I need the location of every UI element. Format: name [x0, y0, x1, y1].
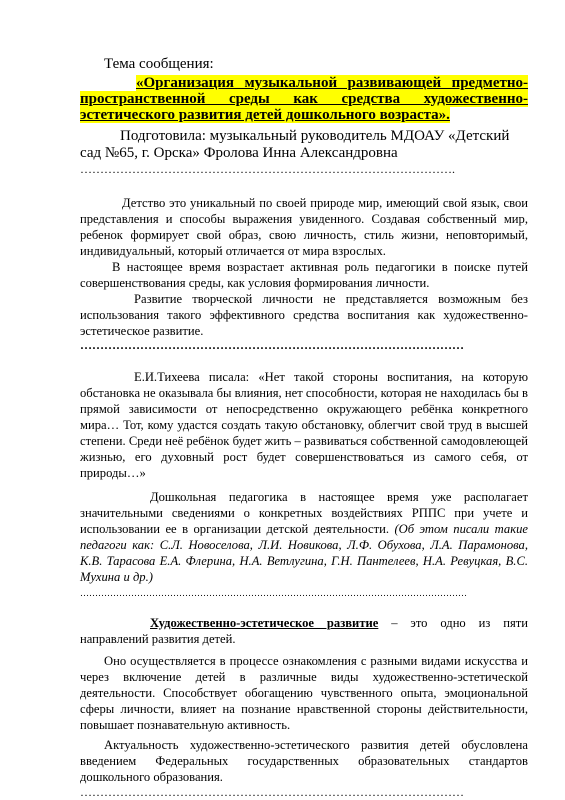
paragraph-artistic-development-rest: – это одно из пяти направлений развития детей.	[80, 616, 528, 646]
topic-label: Тема сообщения:	[104, 56, 214, 72]
term-artistic-development: Художественно-эстетическое развитие	[150, 616, 379, 630]
separator-dotted-fine: …………………………………………………………………………………………………………………	[80, 588, 467, 598]
paragraph-preschool-pedagogy-authors: (Об этом писали такие педагоги как: С.Л. Новоселова, Л.И. Новикова, Л.Ф. Обухова, Л.А. Парамонова, К.В. Тарасова Е.А. Флерина, Н.А. Ветлугина, Г.Н. Пантелеев, Н.А. Ревуцкая, В.С. Мухина и др.)	[80, 522, 528, 584]
document-page	[80, 55, 528, 798]
separator-dotted-bold: ……………………………………………………………………………………	[80, 339, 464, 351]
paragraph-creative-personality: Развитие творческой личности не представляется возможным без использования такого эффективного средства воспитания как художественно-эстетическое развитие.	[80, 292, 528, 338]
paragraph-childhood: Детство это уникальный по своей природе мир, имеющий свой язык, свои представления и способы выражения увиденного. Создавая собственный мир, ребенок формирует свой образ, свою личность, стиль жизни, неповторимый, индивидуальный, который отличается от мира взрослых.	[80, 196, 528, 258]
paragraph-artistic-development	[80, 615, 528, 647]
paragraph-preschool-pedagogy	[80, 489, 528, 585]
separator-dotted: ………………………………………………………………………………….	[80, 163, 455, 175]
paragraph-implementation: Оно осуществляется в процессе ознакомления с разными видами искусства и через включение детей в различные виды художественно-эстетической деятельности. Способствует обогащению чувственного опыта, эмоциональной сферы личности, влияет на познание нравственной стороны действительности, повышает познавательную активность.	[80, 654, 528, 732]
paragraph-tikheeva-quote: Е.И.Тихеева писала: «Нет такой стороны воспитания, на которую обстановка не оказывала бы влияния, нет способности, которая не находилась бы в прямой зависимости от непосредственно окружающего ребёнка конкретного мира… Тот, кому удастся создать такую обстановку, облегчит свой труд в высшей степени. Среди неё ребёнок будет жить – развиваться собственной самодовлеющей жизнью, его духовный рост будет совершенствоваться из самого себя, от природы…»	[80, 370, 528, 480]
paragraph-relevance: Актуальность художественно-эстетического развития детей обусловлена введением Федеральных государственных образовательных стандартов дошкольного образования.	[80, 738, 528, 784]
author-line: Подготовила: музыкальный руководитель МДОАУ «Детский сад №65, г. Орска» Фролова Инна Александровна	[80, 128, 510, 161]
separator-dotted-end: ……………………………………………………………………………………	[80, 786, 464, 798]
paragraph-preschool-pedagogy-text: Дошкольная педагогика в настоящее время уже располагает значительными сведениями о конкретных воздействиях РППС при учете и использовании ее в организации детской деятельности.	[80, 490, 528, 536]
topic-title-highlight: «Организация музыкальной развивающей предметно-пространственной среды как средства художественно-эстетического развития детей дошкольного возраста».	[80, 75, 528, 123]
topic-title	[80, 75, 528, 123]
paragraph-pedagogy-role: В настоящее время возрастает активная роль педагогики в поиске путей совершенствования среды, как условия формирования личности.	[80, 260, 528, 290]
